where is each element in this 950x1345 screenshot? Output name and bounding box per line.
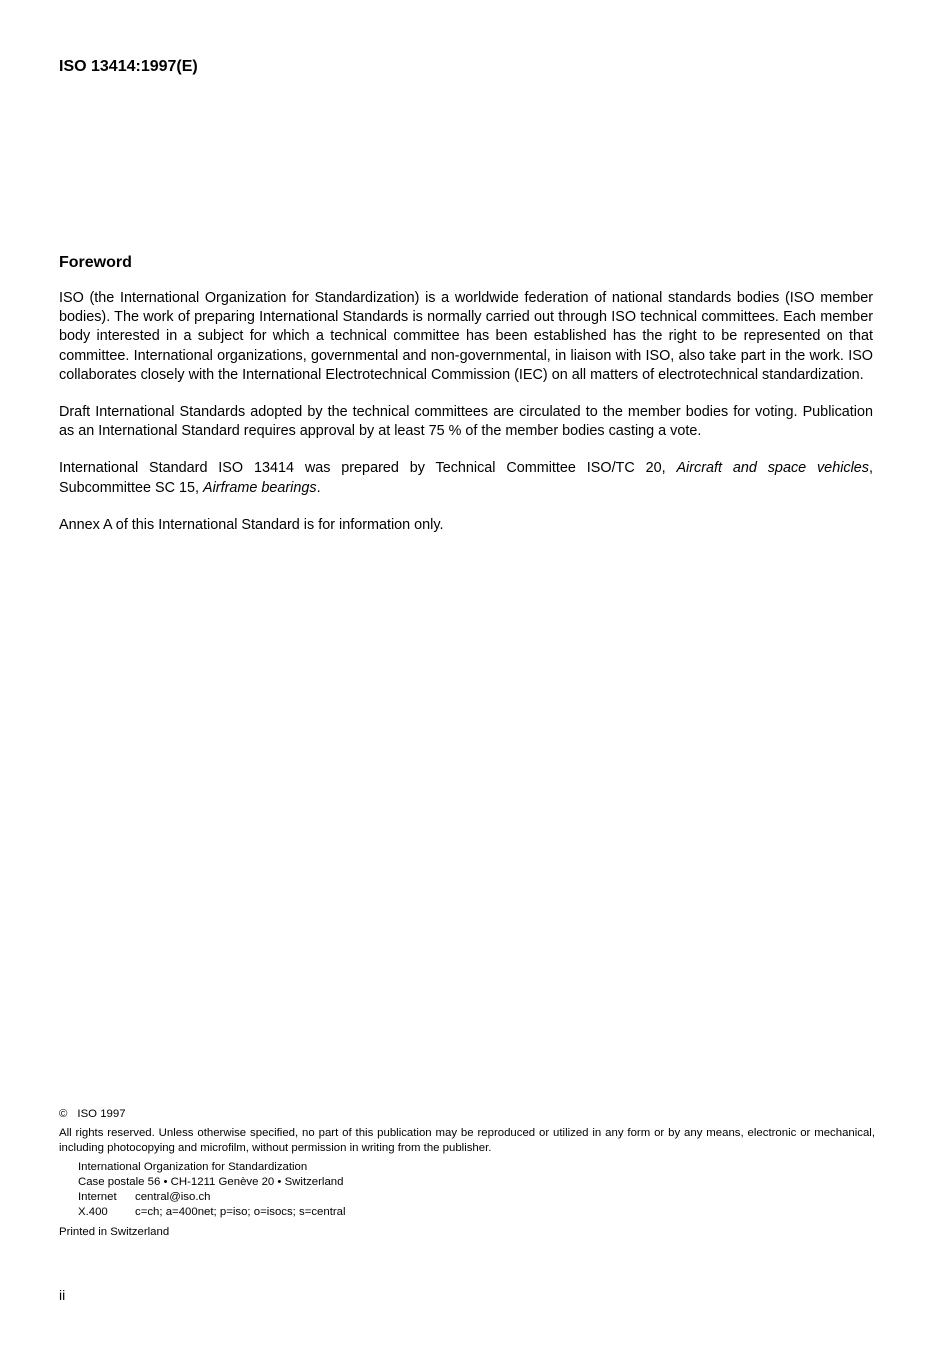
- org-name: International Organization for Standardization: [78, 1161, 308, 1173]
- copyright-notice: ISO 1997: [77, 1108, 126, 1120]
- org-postal-address: Case postale 56 • CH-1211 Genève 20 • Switzerland: [78, 1176, 344, 1188]
- foreword-paragraph-4: Annex A of this International Standard is for information only.: [59, 516, 444, 533]
- x400-value: c=ch; a=400net; p=iso; o=isocs; s=central: [135, 1206, 346, 1218]
- publisher-address: [59, 1160, 875, 1220]
- x400-line: [78, 1205, 875, 1220]
- foreword-paragraph-2: Draft International Standards adopted by the technical committees are circulated to the member bodies for voting. Publication as an International Standard requires approval by at least 75 % of the member bodies casting a vote.: [59, 404, 873, 440]
- foreword-paragraph-1: ISO (the International Organization for Standardization) is a worldwide federation of national standards bodies (ISO member bodies). The work of preparing International Standards is normally carried out through ISO technical committees. Each member body interested in a subject for which a technical committee has been established has the right to be represented on that committee. International organizations, governmental and non-governmental, in liaison with ISO, also take part in the work. ISO collaborates closely with the International Electrotechnical Commission (IEC) on all matters of electrotechnical standardization.: [59, 290, 873, 383]
- p3-committee-name: Aircraft and space vehicles: [676, 460, 869, 477]
- foreword-title: Foreword: [59, 254, 132, 271]
- page-number: ii: [59, 1287, 66, 1303]
- foreword-section: [59, 253, 873, 553]
- rights-statement: All rights reserved. Unless otherwise specified, no part of this publication may be reproduced or utilized in any form or by any means, electronic or mechanical, including photocopying and microfilm, without permission in writing from the publisher.: [59, 1127, 875, 1154]
- internet-label: Internet: [78, 1191, 117, 1203]
- document-code-header: ISO 13414:1997(E): [59, 58, 198, 75]
- p3-text-2: , Subcommittee SC 15,: [59, 460, 873, 496]
- internet-line: [78, 1190, 875, 1205]
- foreword-paragraph-3: [59, 459, 873, 497]
- p3-text-1: International Standard ISO 13414 was prepared by Technical Committee ISO/TC 20,: [59, 460, 677, 477]
- printed-location: Printed in Switzerland: [59, 1226, 170, 1238]
- copyright-line: [59, 1107, 875, 1122]
- x400-label: X.400: [78, 1206, 108, 1218]
- internet-value: central@iso.ch: [135, 1191, 211, 1203]
- p3-subcommittee-name: Airframe bearings: [202, 479, 317, 496]
- copyright-icon: ©: [59, 1108, 68, 1120]
- p3-text-3: .: [316, 479, 321, 496]
- copyright-block: [59, 1107, 875, 1240]
